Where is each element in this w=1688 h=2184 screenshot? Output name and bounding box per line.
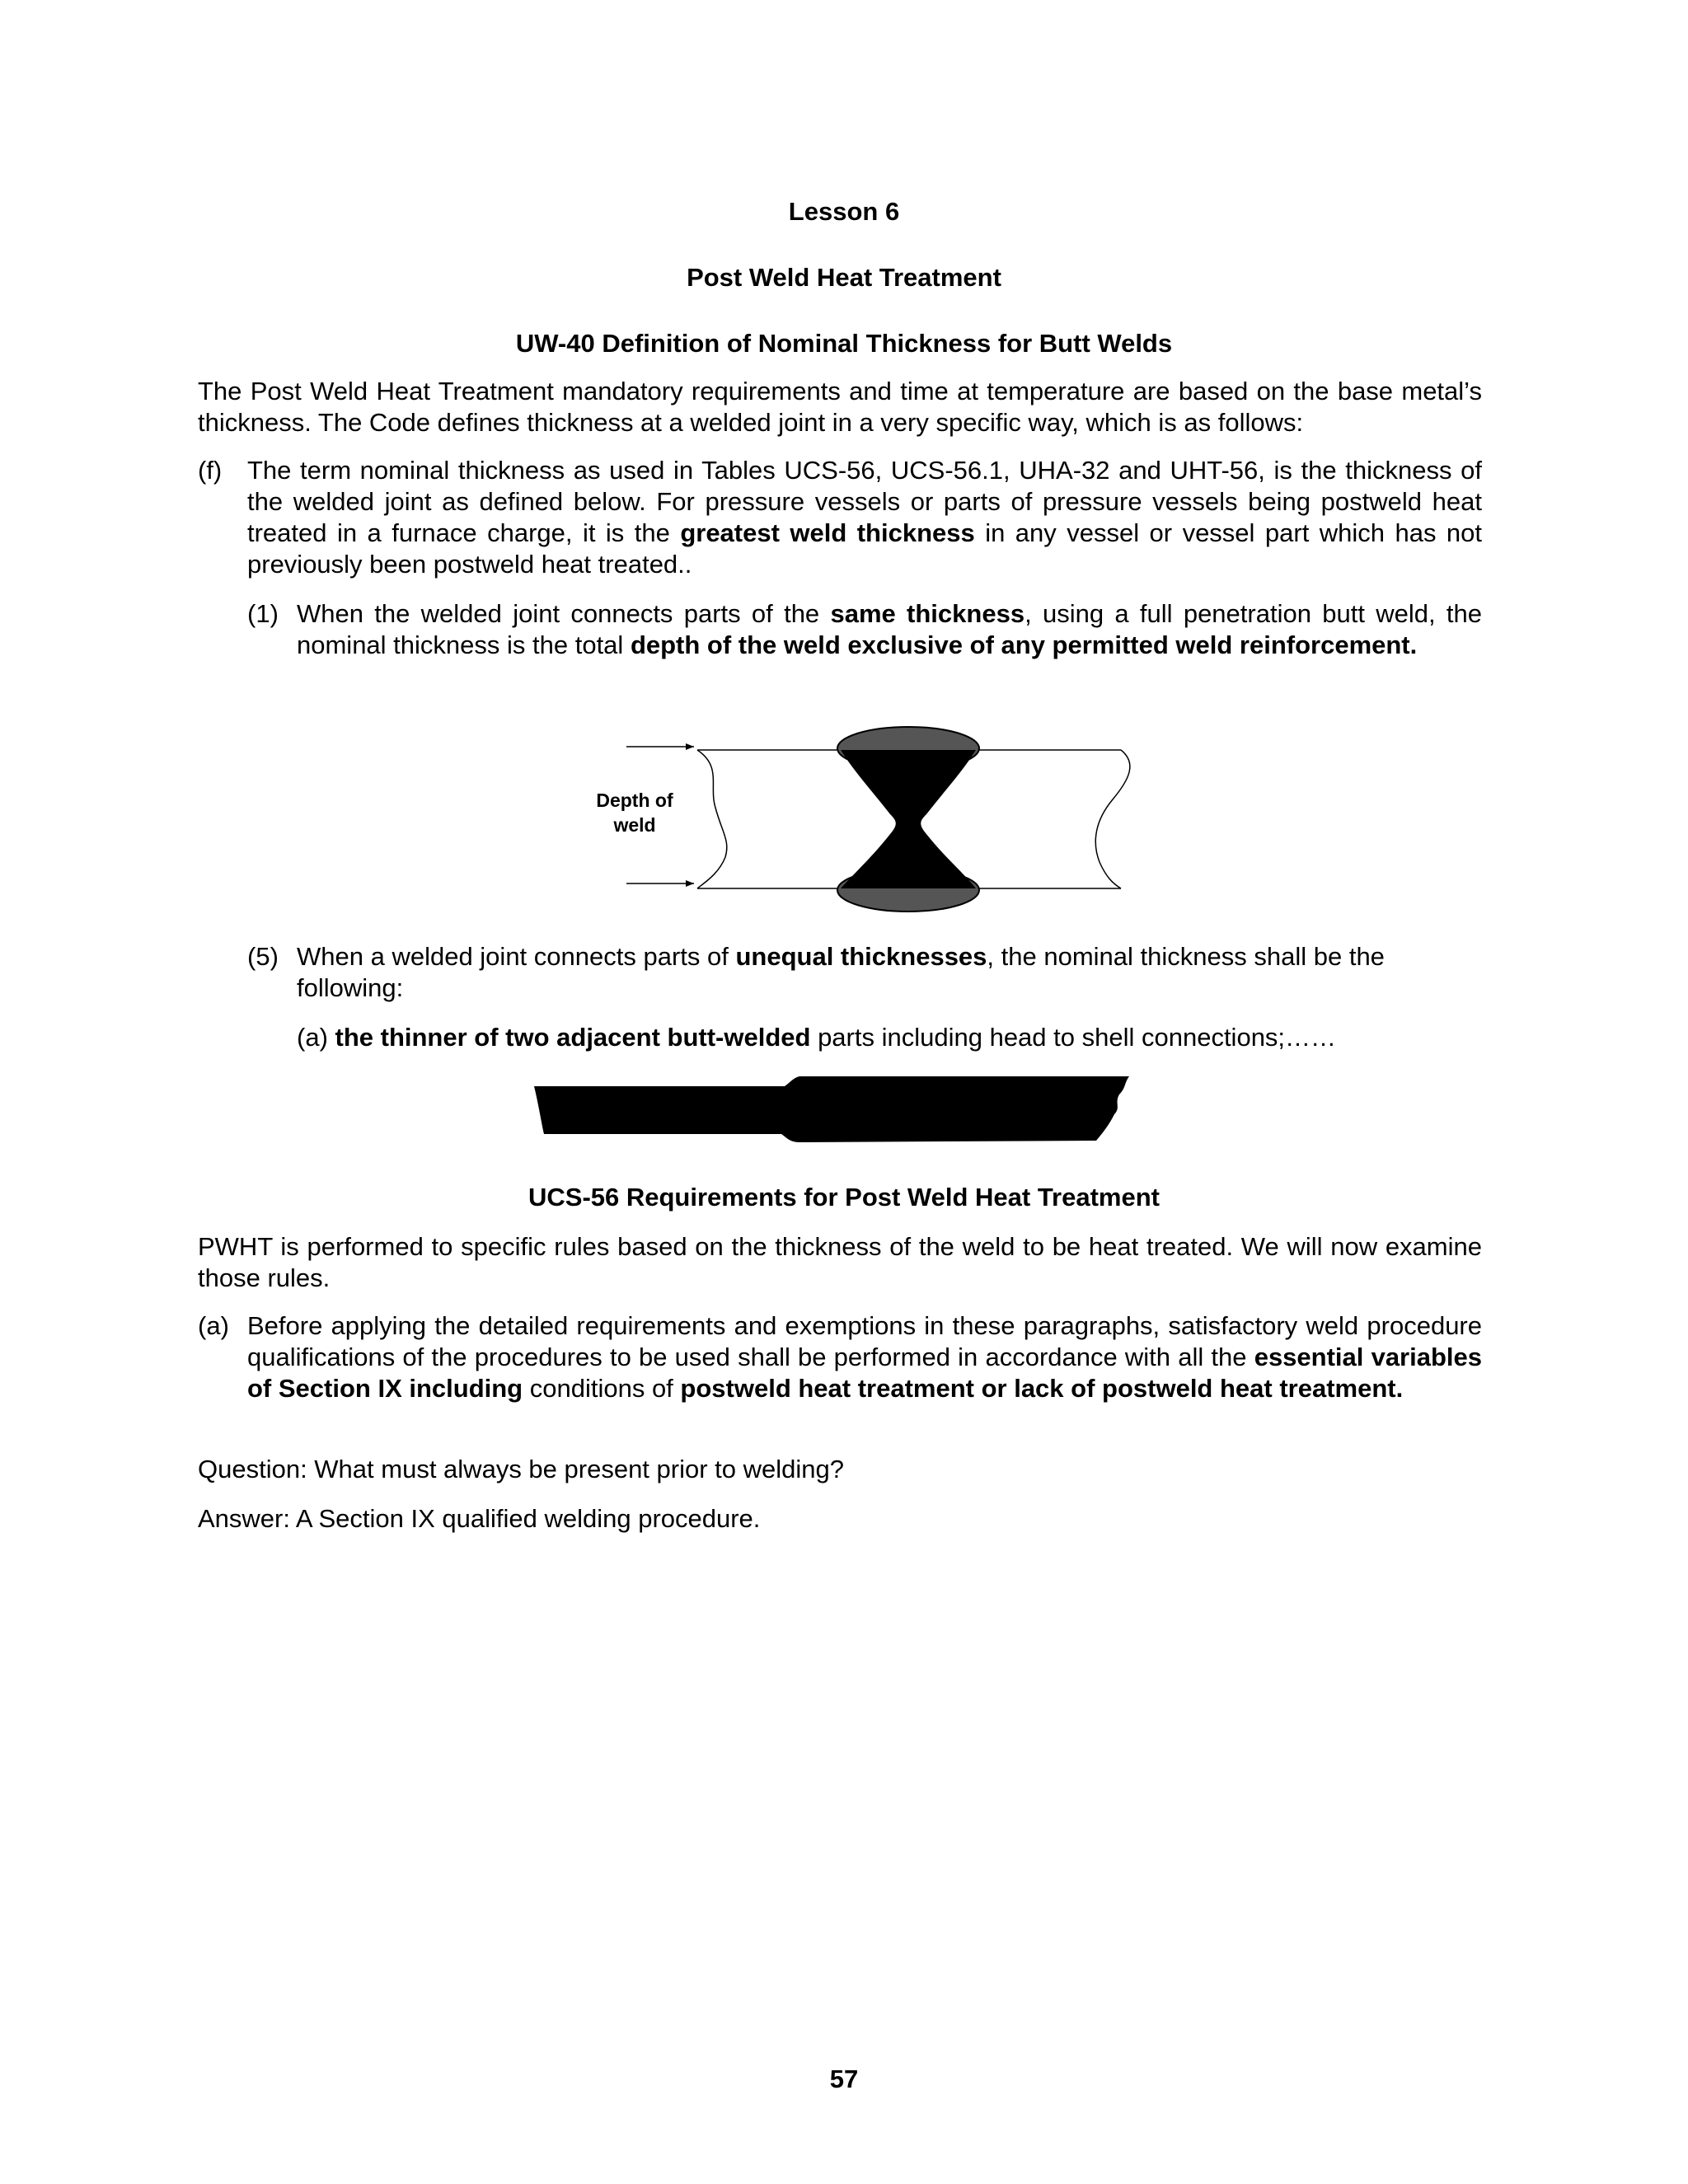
plate-left-break [697, 750, 727, 888]
lesson-title: Lesson 6 [788, 197, 900, 226]
question-text: Question: What must always be present prior to welding? [198, 1455, 844, 1483]
weld-body [841, 750, 976, 888]
item-5-label: (5) [247, 942, 279, 971]
item-a-procedure [198, 1310, 1482, 1404]
unequal-plates-shape [534, 1076, 1129, 1142]
item-1-text: When the welded joint connects parts of the same thickness, using a full penetration butt weld, the nominal thickness is the total depth of the weld exclusive of any permitted weld reinforcement. [297, 599, 1482, 659]
plate-right-break [1095, 750, 1130, 888]
item-a-procedure-label: (a) [198, 1311, 229, 1340]
item-a-unequal-text: (a) the thinner of two adjacent butt-welded parts including head to shell connections;…… [297, 1023, 1337, 1052]
page-number: 57 [829, 2064, 859, 2093]
section2-heading: UCS-56 Requirements for Post Weld Heat Treatment [528, 1183, 1160, 1212]
depth-arrow-top-head [686, 743, 694, 750]
item-5-text: When a welded joint connects parts of unequal thicknesses, the nominal thickness shall be the following: [297, 942, 1385, 1002]
item-f-text: The term nominal thickness as used in Tables UCS-56, UCS-56.1, UHA-32 and UHT-56, is the thickness of the welded joint as defined below. For pressure vessels or parts of pressure vessels being postweld heat treated in a furnace charge, it is the greatest weld thickness in any vessel or vessel part which has not previously been postweld heat treated.. [247, 456, 1483, 579]
depth-arrow-bottom-head [686, 880, 694, 887]
item-1-label: (1) [247, 599, 279, 628]
section1-intro: The Post Weld Heat Treatment mandatory requirements and time at temperature are based on the base metal’s thickness. The Code defines thickness at a welded joint in a very specific way, which is as follows: [198, 377, 1482, 437]
section2-intro: PWHT is performed to specific rules based on the thickness of the weld to be heat treated. We will now examine those rules. [198, 1232, 1482, 1292]
answer-text: Answer: A Section IX qualified welding procedure. [198, 1504, 761, 1533]
item-f-label: (f) [198, 456, 223, 485]
item-a-procedure-text: Before applying the detailed requirements and exemptions in these paragraphs, satisfactory weld procedure qualifications of the procedures to be used shall be performed in accordance with all the essential variables of Section IX including conditions of postweld heat treatment or lack of postweld heat treatment. [247, 1311, 1483, 1403]
item-f [198, 455, 1482, 580]
section1-heading: UW-40 Definition of Nominal Thickness for Butt Welds [515, 329, 1173, 358]
item-a-unequal [297, 1022, 1482, 1053]
item-1 [247, 598, 1482, 661]
depth-of-weld-label: Depth of weld [596, 790, 673, 836]
item-5 [247, 941, 1482, 1004]
main-title: Post Weld Heat Treatment [687, 263, 1001, 292]
unequal-thickness-figure [528, 1071, 1137, 1154]
